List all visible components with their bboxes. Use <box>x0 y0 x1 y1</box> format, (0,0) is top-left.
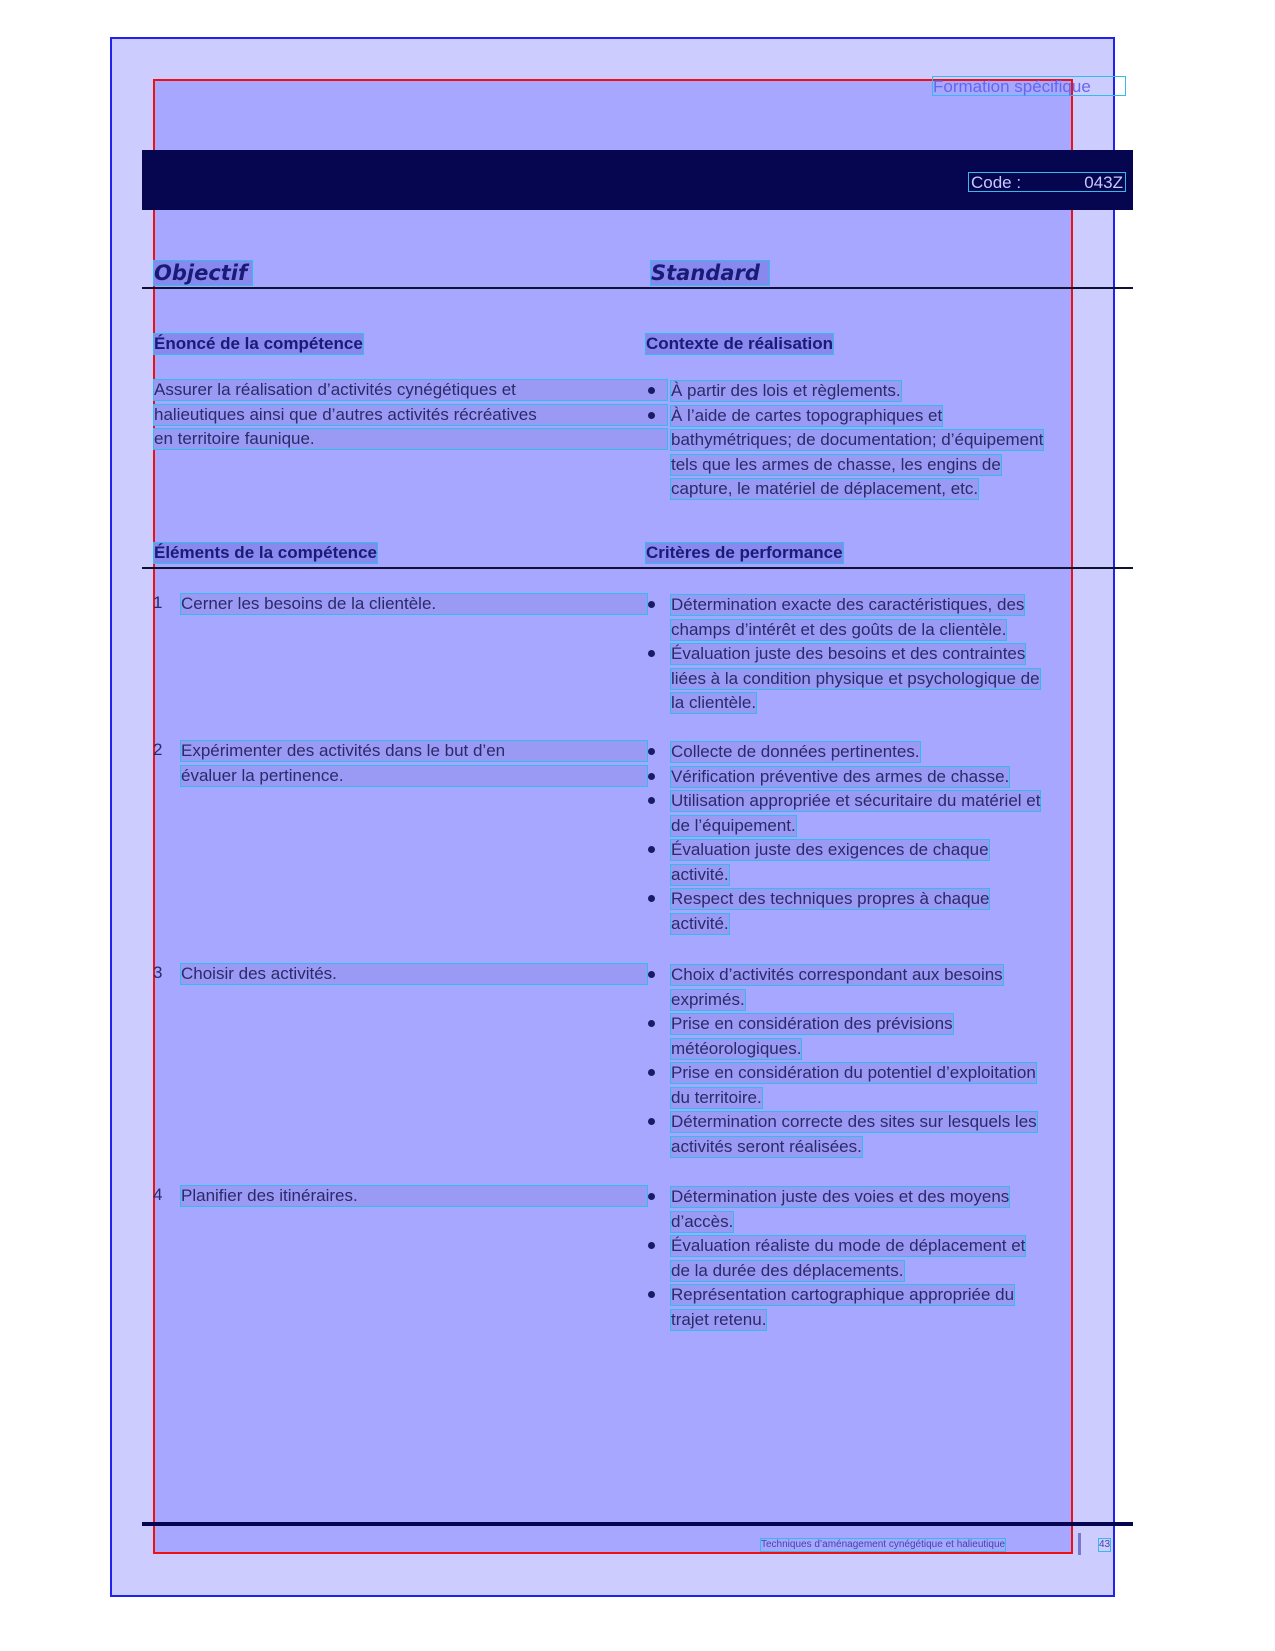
bullet-icon <box>648 773 655 780</box>
enonce-line: halieutiques ainsi que d’autres activités récréatives <box>153 404 668 426</box>
criterion-line: Évaluation juste des besoins et des contraintes <box>671 644 1026 663</box>
criterion-line: de la durée des déplacements. <box>671 1260 904 1280</box>
element-number: 1 <box>153 593 163 612</box>
criterion-line: Prise en considération des prévisions <box>671 1014 953 1033</box>
page-inner-frame <box>153 79 1073 1554</box>
footer-rule <box>142 1522 1133 1526</box>
criterion-line: liées à la condition physique et psychologique de <box>671 668 1040 688</box>
criterion-line: la clientèle. <box>671 693 757 712</box>
criterion-line: Collecte de données pertinentes. <box>671 742 920 761</box>
criterion-line: Utilisation appropriée et sécuritaire du matériel et <box>671 791 1041 810</box>
title-rule <box>142 287 1133 289</box>
criterion-line: Détermination juste des voies et des moyens <box>671 1187 1010 1206</box>
element-text: Planifier des itinéraires. <box>180 1185 648 1207</box>
bullet-icon <box>648 895 655 902</box>
enonce-line: en territoire faunique. <box>153 428 668 450</box>
element-text: Choisir des activités. <box>180 963 648 985</box>
code-value: 043Z <box>1084 173 1123 192</box>
bullet-icon <box>648 1020 655 1027</box>
element-text: Cerner les besoins de la clientèle. <box>180 593 648 615</box>
criterion-line: champs d’intérêt et des goûts de la clientèle. <box>671 619 1007 639</box>
bullet-icon <box>648 601 655 608</box>
bullet-icon <box>648 1118 655 1125</box>
element-text: évaluer la pertinence. <box>180 765 648 787</box>
criterion-line: Choix d’activités correspondant aux besoins <box>671 965 1003 984</box>
element-text: Expérimenter des activités dans le but d’en <box>180 740 648 762</box>
contexte-line: bathymétriques; de documentation; d’équipement <box>671 430 1044 449</box>
criterion-line: Détermination exacte des caractéristiques, des <box>671 595 1025 614</box>
criterion-line: météorologiques. <box>671 1038 802 1058</box>
enonce-line: Assurer la réalisation d’activités cynégétiques et <box>153 379 668 401</box>
column-title-objectif: Objectif <box>153 260 253 286</box>
contexte-line: À partir des lois et règlements. <box>671 381 901 400</box>
bullet-icon <box>648 846 655 853</box>
criterion-line: activités seront réalisées. <box>671 1136 862 1156</box>
column-title-standard: Standard <box>650 260 770 286</box>
bullet-icon <box>648 1291 655 1298</box>
criterion-line: Respect des techniques propres à chaque <box>671 889 990 908</box>
criterion-line: exprimés. <box>671 989 745 1009</box>
bullet-icon <box>648 1193 655 1200</box>
contexte-line: À l’aide de cartes topographiques et <box>671 405 943 425</box>
criterion-line: activité. <box>671 913 729 933</box>
element-number: 4 <box>153 1185 163 1204</box>
criterion-line: de l’équipement. <box>671 815 796 835</box>
contexte-heading: Contexte de réalisation <box>646 334 834 353</box>
bullet-icon <box>648 387 655 394</box>
enonce-heading: Énoncé de la compétence <box>154 334 363 353</box>
criterion-line: Évaluation réaliste du mode de déplacement et <box>671 1236 1026 1255</box>
criterion-line: activité. <box>671 864 729 884</box>
bullet-icon <box>648 1069 655 1076</box>
formation-label: Formation spécifique <box>932 76 1126 96</box>
elements-rule <box>142 567 1133 569</box>
criterion-line: d’accès. <box>671 1211 734 1231</box>
bullet-icon <box>648 748 655 755</box>
criteres-heading: Critères de performance <box>646 543 843 562</box>
contexte-line: capture, le matériel de déplacement, etc. <box>671 479 979 498</box>
criterion-line: Prise en considération du potentiel d’exploitation <box>671 1063 1036 1082</box>
footer-text: Techniques d’aménagement cynégétique et halieutique <box>761 1539 1006 1550</box>
elements-heading: Éléments de la compétence <box>154 543 377 562</box>
criterion-line: Représentation cartographique appropriée du <box>671 1285 1015 1304</box>
bullet-icon <box>648 1242 655 1249</box>
criterion-line: Vérification préventive des armes de chasse. <box>671 766 1010 786</box>
bullet-icon <box>648 971 655 978</box>
element-number: 3 <box>153 963 163 982</box>
bullet-icon <box>648 412 655 419</box>
bullet-icon <box>648 797 655 804</box>
code-label: Code : <box>971 173 1022 192</box>
contexte-line: tels que les armes de chasse, les engins de <box>671 454 1001 474</box>
code-field <box>968 172 1126 192</box>
criterion-line: trajet retenu. <box>671 1309 767 1329</box>
page-number: 43 <box>1099 1539 1111 1550</box>
criterion-line: du territoire. <box>671 1087 762 1107</box>
criterion-line: Détermination correcte des sites sur lesquels les <box>671 1112 1037 1131</box>
criterion-line: Évaluation juste des exigences de chaque <box>671 840 989 859</box>
footer-marker <box>1078 1533 1081 1555</box>
bullet-icon <box>648 650 655 657</box>
element-number: 2 <box>153 740 163 759</box>
